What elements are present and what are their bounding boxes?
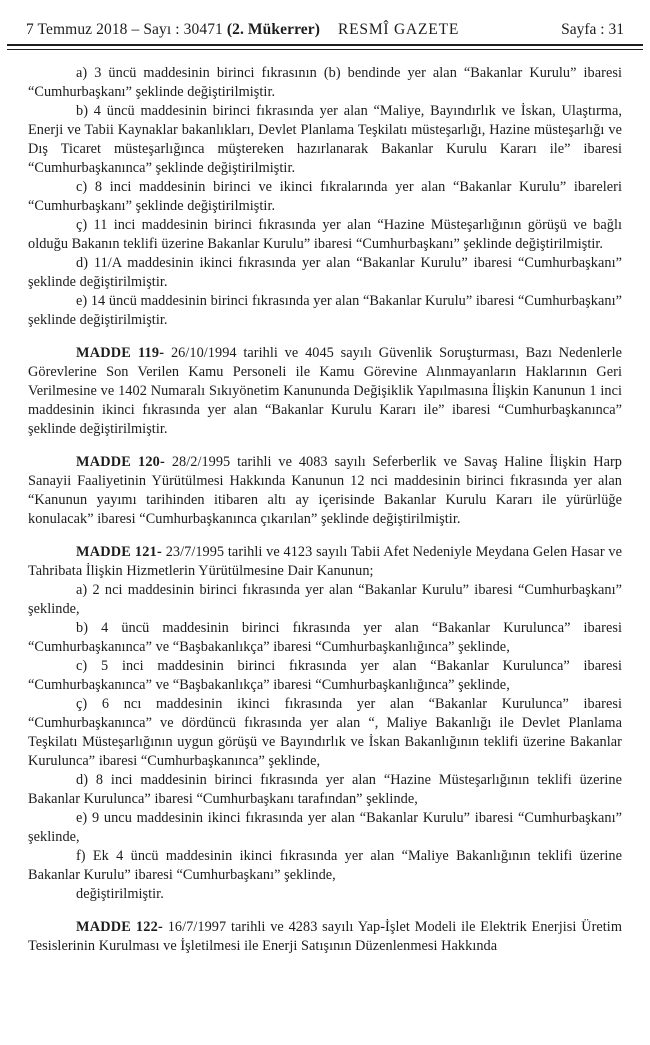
paragraph: d) 11/A maddesinin ikinci fıkrasında yer alan “Bakanlar Kurulu” ibaresi “Cumhurbaşkanı” şeklinde değiştirilmiştir. [28, 255, 622, 290]
paragraph: b) 4 üncü maddesinin birinci fıkrasında yer alan “Maliye, Bayındırlık ve İskan, Ulaştırma, Enerji ve Tabii Kaynaklar bakanlıkları, Devlet Planlama Teşkilatı müsteşarlığı, Hazine müsteşarlığı ve Dış Ticaret müsteşarlığınca müştereken hazırlanarak Bakanlar Kurulu Kararı ile” ibaresi “Cumhurbaşkanınca” şeklinde değiştirilmiştir. [28, 103, 622, 176]
header-double-rule [7, 44, 643, 50]
madde-number: MADDE 121- [76, 544, 162, 560]
header-page-number: Sayfa : 31 [561, 21, 624, 38]
paragraph: d) 8 inci maddesinin birinci fıkrasında yer alan “Hazine Müsteşarlığının teklifi üzerine Bakanlar Kurulunca” ibaresi “Cumhurbaşkanı tarafından” şeklinde, [28, 772, 622, 807]
paragraph: değiştirilmiştir. [76, 886, 164, 902]
document-body [28, 64, 622, 956]
header-date-issue [26, 21, 320, 39]
paragraph: c) 8 inci maddesinin birinci ve ikinci fıkralarında yer alan “Bakanlar Kurulu” ibareleri “Cumhurbaşkanı” şeklinde değiştirilmiştir. [28, 179, 622, 214]
paragraph: ç) 11 inci maddesinin birinci fıkrasında yer alan “Hazine Müsteşarlığının görüşü ve bağlı olduğu Bakanın teklifi üzerine Bakanlar Kurulu” ibaresi “Cumhurbaşkanı” şeklinde değiştirilmiştir. [28, 217, 622, 252]
paragraph: MADDE 119- 26/10/1994 tarihli ve 4045 sayılı Güvenlik Soruşturması, Bazı Nedenlerle Görevlerine Son Verilen Kamu Personeli ile Kamu Görevine Alınmayanların Haklarının Geri Verilmesine ve 1402 Numaralı Sıkıyönetim Kanununda Değişiklik Yapılmasına İlişkin Kanunun 1 inci maddesinin ikinci fıkrasında yer alan “Bakanlar Kurulu Kararı ile” ibaresi “Cumhurbaşkanınca” şeklinde değiştirilmiştir. [28, 345, 622, 437]
paragraph: MADDE 122- 16/7/1997 tarihli ve 4283 sayılı Yap-İşlet Modeli ile Elektrik Enerjisi Üretim Tesislerinin Kurulması ve İşletilmesi ile Enerji Satışının Düzenlenmesi Hakkında [28, 919, 622, 954]
paragraph: e) 9 uncu maddesinin ikinci fıkrasında yer alan “Bakanlar Kurulu” ibaresi “Cumhurbaşkanı” şeklinde, [28, 810, 622, 845]
paragraph: ç) 6 ncı maddesinin ikinci fıkrasında yer alan “Bakanlar Kurulunca” ibaresi “Cumhurbaşkanınca” ve dördüncü fıkrasında yer alan “, Maliye Bakanlığı ile Devlet Planlama Teşkilatı Müsteşarlığının uygun görüşü ve Bayındırlık ve İskan Bakanlığının teklifi üzerine Bakanlar Kurulunca” ibaresi “Cumhurbaşkanınca” şeklinde, [28, 696, 622, 769]
header-gazette-title: RESMÎ GAZETE [338, 21, 460, 38]
paragraph: a) 3 üncü maddesinin birinci fıkrasının (b) bendinde yer alan “Bakanlar Kurulu” ibaresi “Cumhurbaşkanı” şeklinde değiştirilmiştir. [28, 65, 622, 100]
madde-number: MADDE 122- [76, 919, 163, 935]
paragraph: e) 14 üncü maddesinin birinci fıkrasında yer alan “Bakanlar Kurulu” ibaresi “Cumhurbaşkanı” şeklinde değiştirilmiştir. [28, 293, 622, 328]
madde-number: MADDE 119- [76, 345, 165, 361]
page-header [0, 0, 650, 42]
header-mukerrer-label: (2. Mükerrer) [226, 21, 320, 38]
madde-number: MADDE 120- [76, 454, 165, 470]
paragraph: b) 4 üncü maddesinin birinci fıkrasında yer alan “Bakanlar Kurulunca” ibaresi “Cumhurbaşkanınca” ve “Başbakanlıkça” ibaresi “Cumhurbaşkanlığınca” şeklinde, [28, 620, 622, 655]
paragraph: c) 5 inci maddesinin birinci fıkrasında yer alan “Bakanlar Kurulunca” ibaresi “Cumhurbaşkanınca” ve “Başbakanlıkça” ibaresi “Cumhurbaşkanlığınca” şeklinde, [28, 658, 622, 693]
paragraph: f) Ek 4 üncü maddesinin ikinci fıkrasında yer alan “Maliye Bakanlığının teklifi üzerine Bakanlar Kurulu” ibaresi “Cumhurbaşkanı” şeklinde, [28, 848, 622, 883]
header-date-issue-text: 7 Temmuz 2018 – Sayı : 30471 [26, 21, 227, 38]
paragraph: MADDE 121- 23/7/1995 tarihli ve 4123 sayılı Tabii Afet Nedeniyle Meydana Gelen Hasar ve Tahribata İlişkin Hizmetlerin Yürütülmesine Dair Kanunun; [28, 544, 622, 579]
paragraph: MADDE 120- 28/2/1995 tarihli ve 4083 sayılı Seferberlik ve Savaş Haline İlişkin Harp Sanayii Faaliyetinin Yürütülmesi Hakkında Kanunun 12 nci maddesinin birinci fıkrasında yer alan “Kanunun yayımı tarihinden itibaren altı ay içerisinde Bakanlar Kurulu Kararı ile yürürlüğe konulacak” ibaresi “Cumhurbaşkanınca çıkarılan” şeklinde değiştirilmiştir. [28, 454, 622, 527]
paragraph: a) 2 nci maddesinin birinci fıkrasında yer alan “Bakanlar Kurulu” ibaresi “Cumhurbaşkanı” şeklinde, [28, 582, 622, 617]
